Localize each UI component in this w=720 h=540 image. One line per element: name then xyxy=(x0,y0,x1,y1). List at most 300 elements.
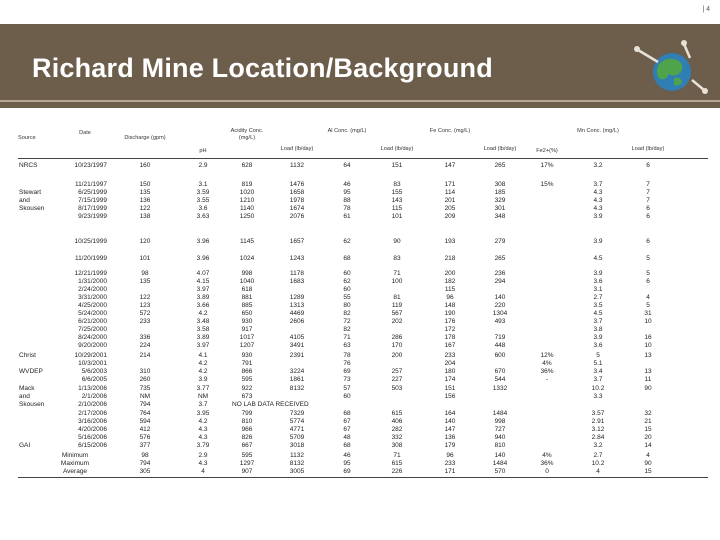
table-cell: 3.9 xyxy=(593,270,603,277)
column-header: Date xyxy=(79,130,91,136)
table-cell: 60 xyxy=(343,393,351,400)
table-cell: 6/15/2006 xyxy=(78,442,107,449)
table-cell: 1024 xyxy=(239,255,255,262)
table-cell: 1020 xyxy=(239,189,255,196)
table-cell: 3.95 xyxy=(196,410,210,417)
table-cell: 1304 xyxy=(492,310,508,317)
table-cell: 4% xyxy=(542,452,552,459)
table-cell: 3.63 xyxy=(196,213,210,220)
table-cell: 5709 xyxy=(289,434,305,441)
table-cell: 5 xyxy=(646,302,650,309)
table-cell: 567 xyxy=(391,310,403,317)
table-cell: 8/24/2000 xyxy=(78,334,107,341)
table-cell: 618 xyxy=(241,286,253,293)
table-cell: 67 xyxy=(343,418,351,425)
table-cell: 17% xyxy=(540,162,554,169)
table-cell: 2.7 xyxy=(593,452,603,459)
table-cell: 4.2 xyxy=(198,368,208,375)
table-cell: 178 xyxy=(444,334,456,341)
table-cell: 78 xyxy=(343,352,351,359)
table-cell: 673 xyxy=(241,393,253,400)
table-cell: 260 xyxy=(139,376,151,383)
table-cell: 11/20/1999 xyxy=(74,255,107,262)
table-cell: 257 xyxy=(391,368,403,375)
column-header: Acidity Conc. (mg/L) xyxy=(230,128,264,141)
table-cell: 15% xyxy=(540,181,554,188)
table-cell: 98 xyxy=(141,452,149,459)
table-cell: 1289 xyxy=(289,294,305,301)
table-cell: 123 xyxy=(139,302,151,309)
table-cell: 279 xyxy=(494,238,506,245)
table-cell: 667 xyxy=(241,442,253,449)
table-cell: 90 xyxy=(644,385,652,392)
table-cell: 377 xyxy=(139,442,151,449)
banner-divider xyxy=(0,100,720,102)
table-cell: 3.5 xyxy=(593,302,603,309)
table-cell: 917 xyxy=(241,326,253,333)
table-cell: 71 xyxy=(393,452,401,459)
table-cell: 1658 xyxy=(289,189,305,196)
table-cell: 4.5 xyxy=(593,310,603,317)
table-cell: 8/17/1999 xyxy=(78,205,107,212)
table-cell: 940 xyxy=(494,434,506,441)
table-cell: 209 xyxy=(444,213,456,220)
table-cell: 4.3 xyxy=(198,426,208,433)
table-cell: 1978 xyxy=(289,197,305,204)
row-source-cell: Stewart xyxy=(19,189,42,196)
table-cell: 172 xyxy=(444,326,456,333)
table-cell: 3.77 xyxy=(196,385,210,392)
table-cell: 810 xyxy=(494,442,506,449)
table-cell: 3.58 xyxy=(196,326,210,333)
table-cell: 2076 xyxy=(289,213,305,220)
table-cell: 140 xyxy=(494,452,506,459)
table-cell: 282 xyxy=(391,426,403,433)
table-cell: 615 xyxy=(391,460,403,467)
table-cell: 670 xyxy=(494,368,506,375)
table-cell: 2.91 xyxy=(591,418,605,425)
table-cell: 138 xyxy=(139,213,151,220)
table-cell: 3491 xyxy=(289,342,305,349)
table-cell: 4.1 xyxy=(198,352,208,359)
table-cell: 176 xyxy=(444,318,456,325)
table-cell: 46 xyxy=(343,181,351,188)
table-cell: 10.2 xyxy=(591,460,605,467)
table-cell: 3.6 xyxy=(198,205,208,212)
row-source-cell: Minimum xyxy=(61,452,89,459)
table-cell: 36% xyxy=(540,460,554,467)
table-cell: 71 xyxy=(343,334,351,341)
table-cell: 819 xyxy=(241,181,253,188)
table-cell: 3224 xyxy=(289,368,305,375)
table-cell: 214 xyxy=(139,352,151,359)
table-cell: 60 xyxy=(343,270,351,277)
table-cell: 69 xyxy=(343,368,351,375)
table-cell: 114 xyxy=(444,189,456,196)
table-cell: 164 xyxy=(444,410,456,417)
column-header: Discharge (gpm) xyxy=(124,135,166,141)
table-cell: 503 xyxy=(391,385,403,392)
table-cell: 406 xyxy=(391,418,403,425)
table-cell: 544 xyxy=(494,376,506,383)
table-cell: 3.1 xyxy=(198,181,208,188)
table-cell: 1210 xyxy=(239,197,255,204)
table-cell: 9/23/1999 xyxy=(78,213,107,220)
table-cell: 2/17/2006 xyxy=(78,410,107,417)
table-cell: 1484 xyxy=(492,410,508,417)
table-cell: 90 xyxy=(644,460,652,467)
table-cell: 135 xyxy=(139,189,151,196)
table-cell: 13 xyxy=(644,368,652,375)
table-cell: 2606 xyxy=(289,318,305,325)
table-cell: 233 xyxy=(139,318,151,325)
table-cell: 100 xyxy=(391,278,403,285)
table-cell: 10.2 xyxy=(591,385,605,392)
table-cell: 7/15/1999 xyxy=(78,197,107,204)
table-cell: 182 xyxy=(444,278,456,285)
table-cell: 1297 xyxy=(239,460,255,467)
table-cell: 119 xyxy=(391,302,403,309)
table-cell: 3.89 xyxy=(196,334,210,341)
table-cell: 88 xyxy=(343,197,351,204)
table-cell: 5.1 xyxy=(593,360,603,367)
table-cell: 11/21/1997 xyxy=(74,181,107,188)
table-cell: 650 xyxy=(241,310,253,317)
table-cell: 3.96 xyxy=(196,238,210,245)
table-cell: 68 xyxy=(343,442,351,449)
table-cell: 31 xyxy=(644,310,652,317)
table-cell: 1145 xyxy=(240,238,254,245)
table-cell: 224 xyxy=(139,342,151,349)
table-cell: 167 xyxy=(444,342,456,349)
table-cell: 4 xyxy=(646,294,650,301)
table-cell: 4.2 xyxy=(198,310,208,317)
table-cell: 6 xyxy=(646,213,650,220)
slide-title: Richard Mine Location/Background xyxy=(32,53,493,83)
table-cell: 265 xyxy=(494,255,506,262)
table-cell: 61 xyxy=(343,213,351,220)
table-cell: 69 xyxy=(343,468,351,475)
table-cell: 448 xyxy=(494,342,506,349)
table-cell: 21 xyxy=(644,418,652,425)
table-cell: 294 xyxy=(494,278,506,285)
table-cell: 48 xyxy=(343,434,351,441)
table-cell: 615 xyxy=(391,410,403,417)
column-header: Fe Conc. (mg/L) xyxy=(429,128,471,134)
table-cell: 930 xyxy=(241,352,253,359)
table-cell: 1484 xyxy=(492,460,508,467)
table-cell: 3.7 xyxy=(593,318,603,325)
table-cell: 201 xyxy=(444,197,456,204)
table-cell: 15 xyxy=(644,426,652,433)
table-cell: 151 xyxy=(391,162,403,169)
table-cell: 36% xyxy=(540,368,554,375)
table-cell: 4.3 xyxy=(593,205,603,212)
table-cell: 1250 xyxy=(239,213,255,220)
table-cell: 600 xyxy=(494,352,506,359)
table-cell: 1657 xyxy=(289,238,305,245)
table-cell: 3.9 xyxy=(593,238,603,245)
table-cell: 885 xyxy=(241,302,253,309)
table-cell: 2.9 xyxy=(198,162,208,169)
table-cell: 2.9 xyxy=(198,452,208,459)
row-source-cell: Average xyxy=(62,468,88,475)
table-cell: 572 xyxy=(139,310,151,317)
table-cell: 998 xyxy=(494,418,506,425)
table-cell: 576 xyxy=(139,434,151,441)
table-cell: 6 xyxy=(646,278,650,285)
table-cell: 8132 xyxy=(289,460,305,467)
table-cell: 10 xyxy=(644,342,652,349)
table-cell: 200 xyxy=(391,352,403,359)
table-cell: 55 xyxy=(343,294,351,301)
table-cell: 826 xyxy=(241,434,253,441)
table-cell: 5 xyxy=(596,352,600,359)
table-cell: 966 xyxy=(241,426,253,433)
table-cell: 4.3 xyxy=(593,197,603,204)
table-cell: 3.9 xyxy=(198,376,208,383)
table-cell: 46 xyxy=(343,452,351,459)
table-cell: 101 xyxy=(391,213,403,220)
table-cell: 628 xyxy=(241,162,253,169)
column-header: Fe2+(%) xyxy=(536,148,558,154)
table-cell: 3.4 xyxy=(593,368,603,375)
table-cell: 727 xyxy=(494,426,506,433)
table-cell: 922 xyxy=(241,385,253,392)
table-cell: 1674 xyxy=(289,205,305,212)
page-number: | 4 xyxy=(702,6,710,13)
table-cell: 3.6 xyxy=(593,342,603,349)
table-cell: 3.8 xyxy=(593,326,603,333)
table-cell: 3.2 xyxy=(593,442,603,449)
table-cell: 4/20/2006 xyxy=(78,426,107,433)
table-cell: 329 xyxy=(494,197,506,204)
table-cell: 794 xyxy=(139,401,151,408)
table-cell: 286 xyxy=(391,334,403,341)
column-header: Load (lb/day) xyxy=(280,146,314,152)
table-cell: 12/21/1999 xyxy=(74,270,107,277)
table-cell: 5 xyxy=(646,255,650,262)
table-cell: 3.3 xyxy=(593,393,603,400)
table-cell: 96 xyxy=(446,452,454,459)
table-cell: 148 xyxy=(444,302,456,309)
column-header: pH xyxy=(199,148,207,154)
table-cell: 4.15 xyxy=(196,278,210,285)
table-cell: 3.59 xyxy=(196,189,210,196)
row-source-cell: NRCS xyxy=(19,162,38,169)
column-header: Source xyxy=(18,135,36,141)
table-cell: 156 xyxy=(444,393,456,400)
row-source-cell: WVDEP xyxy=(19,368,43,375)
table-cell: 171 xyxy=(444,468,456,475)
table-cell: 7 xyxy=(646,197,650,204)
table-cell: 7/25/2000 xyxy=(78,326,107,333)
row-source-cell: and xyxy=(19,393,30,400)
table-cell: 4105 xyxy=(289,334,305,341)
table-cell: 3.9 xyxy=(593,213,603,220)
row-source-cell: and xyxy=(19,197,30,204)
table-cell: 594 xyxy=(139,418,151,425)
table-cell: 3/16/2006 xyxy=(78,418,107,425)
table-cell: 7329 xyxy=(289,410,305,417)
column-header: Load (lb/day) xyxy=(380,146,414,152)
row-source-cell: Christ xyxy=(19,352,36,359)
table-cell: 930 xyxy=(241,318,253,325)
column-header: Al Conc. (mg/L) xyxy=(327,128,367,134)
table-cell: 202 xyxy=(391,318,403,325)
table-cell: 82 xyxy=(343,326,351,333)
table-cell: 98 xyxy=(141,270,149,277)
table-cell: 122 xyxy=(139,294,151,301)
table-cell: 174 xyxy=(444,376,456,383)
table-cell: 4 xyxy=(201,468,205,475)
table-cell: 4.2 xyxy=(198,360,208,367)
table-cell: 799 xyxy=(241,410,253,417)
table-cell: 170 xyxy=(391,342,403,349)
table-cell: 866 xyxy=(241,368,253,375)
table-cell: 90 xyxy=(393,238,401,245)
table-cell: 150 xyxy=(139,181,151,188)
table-cell: 83 xyxy=(393,181,401,188)
table-cell: 10 xyxy=(644,318,652,325)
table-cell: 200 xyxy=(444,270,456,277)
table-cell: 204 xyxy=(444,360,456,367)
table-cell: 226 xyxy=(391,468,403,475)
table-cell: 95 xyxy=(343,460,351,467)
table-cell: 2/10/2006 xyxy=(78,401,107,408)
table-cell: 1207 xyxy=(239,342,255,349)
table-cell: 4.3 xyxy=(198,434,208,441)
table-cell: 265 xyxy=(494,162,506,169)
table-cell: NM xyxy=(197,393,209,400)
table-cell: 193 xyxy=(444,238,456,245)
row-source-cell: Mack xyxy=(19,385,35,392)
table-cell: 1040 xyxy=(239,278,255,285)
table-cell: 136 xyxy=(444,434,456,441)
table-cell: 10/25/1999 xyxy=(74,238,107,245)
table-cell: 95 xyxy=(343,189,351,196)
table-cell: 185 xyxy=(494,189,506,196)
table-cell: 6 xyxy=(646,162,650,169)
table-cell: 336 xyxy=(139,334,151,341)
table-cell: 68 xyxy=(343,410,351,417)
table-cell: 1683 xyxy=(289,278,305,285)
table-cell: 998 xyxy=(241,270,253,277)
table-cell: 140 xyxy=(444,418,456,425)
table-cell: 2/24/2000 xyxy=(78,286,107,293)
table-cell: 3.66 xyxy=(196,302,210,309)
table-cell: 32 xyxy=(644,410,652,417)
table-cell: 308 xyxy=(391,442,403,449)
table-cell: 120 xyxy=(139,238,151,245)
table-cell: 236 xyxy=(494,270,506,277)
table-cell: 135 xyxy=(139,278,151,285)
table-cell: 3.55 xyxy=(196,197,210,204)
table-cell: 233 xyxy=(444,352,456,359)
table-cell: 881 xyxy=(241,294,253,301)
table-cell: 1017 xyxy=(239,334,255,341)
table-cell: 1313 xyxy=(289,302,305,309)
table-cell: 3.97 xyxy=(196,342,210,349)
table-cell: 83 xyxy=(393,255,401,262)
column-header: Mn Conc. (mg/L) xyxy=(577,128,619,134)
table-cell: 2/1/2006 xyxy=(81,393,107,400)
table-cell: 310 xyxy=(139,368,151,375)
row-source-cell: GAI xyxy=(19,442,31,449)
table-cell: 179 xyxy=(444,442,456,449)
table-cell: 14 xyxy=(644,442,652,449)
table-cell: NO LAB DATA RECEIVED xyxy=(232,401,309,408)
table-cell: 6/21/2000 xyxy=(78,318,107,325)
table-cell: 5/16/2006 xyxy=(78,434,107,441)
table-cell: 233 xyxy=(444,460,456,467)
table-cell: 1332 xyxy=(492,385,508,392)
table-cell: 332 xyxy=(391,434,403,441)
column-header: Load (lb/day) xyxy=(483,146,517,152)
table-cell: 4 xyxy=(646,452,650,459)
table-cell: 3/31/2000 xyxy=(78,294,107,301)
table-cell: 3.9 xyxy=(593,334,603,341)
table-cell: 5774 xyxy=(289,418,305,425)
table-cell: 907 xyxy=(241,468,253,475)
table-cell: 155 xyxy=(391,189,403,196)
table-cell: 10/29/2001 xyxy=(74,352,107,359)
table-cell: 10/23/1997 xyxy=(74,162,107,169)
table-cell: 3.96 xyxy=(196,255,210,262)
table-cell: 4 xyxy=(596,468,600,475)
table-cell: 764 xyxy=(139,410,151,417)
table-cell: 4/25/2000 xyxy=(78,302,107,309)
table-cell: 3.57 xyxy=(591,410,605,417)
table-cell: 1476 xyxy=(289,181,305,188)
table-cell: 4771 xyxy=(289,426,305,433)
table-cell: 76 xyxy=(343,360,351,367)
row-source-cell: Skousen xyxy=(19,205,45,212)
row-source-cell: Maximum xyxy=(60,460,90,467)
table-cell: 71 xyxy=(393,270,401,277)
table-cell: 305 xyxy=(139,468,151,475)
table-cell: 60 xyxy=(343,286,351,293)
table-cell: 3.7 xyxy=(198,401,208,408)
table-cell: 78 xyxy=(343,205,351,212)
table-cell: 3.97 xyxy=(196,286,210,293)
table-cell: 595 xyxy=(241,452,253,459)
table-cell: 20 xyxy=(644,434,652,441)
globe-logo-icon xyxy=(628,36,710,100)
table-cell: 140 xyxy=(494,294,506,301)
table-cell: 3018 xyxy=(289,442,305,449)
table-cell: 5/6/2003 xyxy=(81,368,107,375)
table-cell: 15 xyxy=(644,468,652,475)
column-header: Load (lb/day) xyxy=(631,146,665,152)
table-cell: 180 xyxy=(444,368,456,375)
table-cell: 3.79 xyxy=(196,442,210,449)
table-cell: 6 xyxy=(646,238,650,245)
table-cell: 1861 xyxy=(289,376,305,383)
table-cell: 10/3/2001 xyxy=(78,360,107,367)
table-cell: 220 xyxy=(494,302,506,309)
table-cell: 810 xyxy=(241,418,253,425)
table-cell: 6 xyxy=(646,205,650,212)
table-cell: NM xyxy=(139,393,151,400)
table-cell: 570 xyxy=(494,468,506,475)
table-cell: 3.2 xyxy=(593,162,603,169)
table-cell: 6/6/2005 xyxy=(81,376,107,383)
table-cell: 62 xyxy=(343,278,351,285)
table-cell: - xyxy=(545,376,549,383)
table-cell: 3005 xyxy=(289,468,305,475)
table-cell: 1243 xyxy=(289,255,305,262)
